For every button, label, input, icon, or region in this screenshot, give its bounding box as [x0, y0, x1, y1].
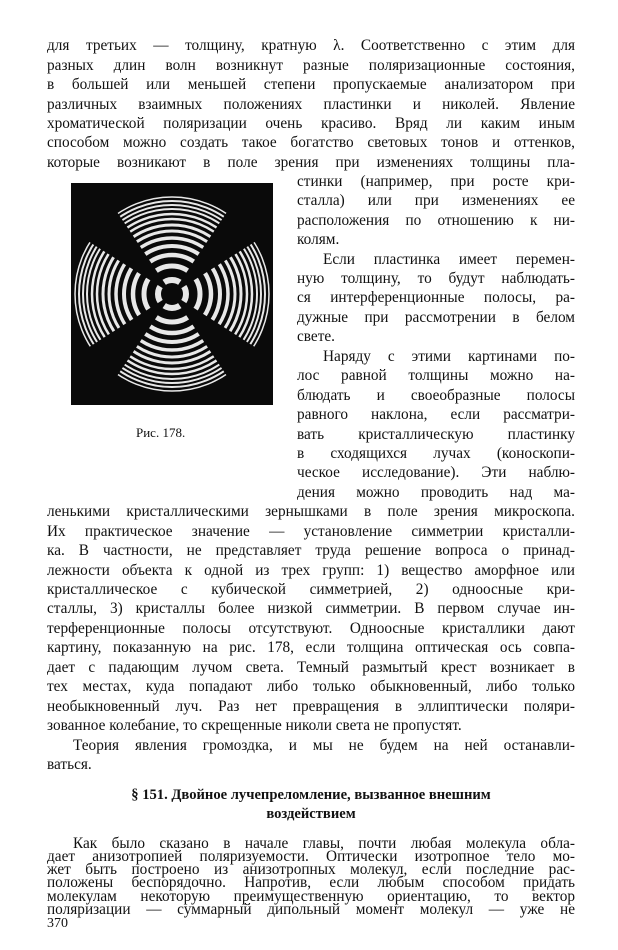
text-line: дужные при рассмотрении в белом	[297, 309, 575, 326]
text-line: дает с падающим лучом света. Темный размытый крест возникает в	[47, 659, 575, 676]
page-number: 370	[47, 915, 68, 931]
text-line: ную толщину, то будут наблюдать-	[297, 270, 575, 287]
text-line: расположения по отношению к ни-	[297, 212, 575, 229]
text-line: картину, показанную на рис. 178, если толщина оптическая ось совпа-	[47, 639, 575, 656]
text-line: различных взаимных положениях пластинки и николей. Явление	[47, 96, 575, 113]
text-line: положены беспорядочно. Напротив, если любым способом придать	[47, 874, 575, 892]
text-line: Наряду с этими картинами по-	[323, 348, 575, 365]
text-line: тех местах, куда попадают либо только обыкновенный, либо только	[47, 678, 575, 695]
text-line: Теория явления громоздка, и мы не будем на ней останавли-	[73, 737, 575, 754]
text-line: блюдать и своеобразные полосы	[297, 387, 575, 404]
text-line: сталлы, 3) кристаллы более низкой симметрии. В первом случае ин-	[47, 600, 575, 617]
text-line: дает анизотропией поляризуемости. Оптически изотропное тело мо-	[47, 848, 575, 866]
text-line: которые возникают в поле зрения при изменениях толщины пла-	[47, 154, 575, 171]
text-line: лос равной толщины можно на-	[297, 367, 575, 384]
text-line: поляризации — суммарный дипольный момент молекул — уже не	[47, 900, 575, 918]
text-line: вать кристаллическую пластинку	[297, 426, 575, 443]
text-line: ваться.	[47, 756, 92, 773]
text-line: ленькими кристаллическими зернышками в поле зрения микроскопа.	[47, 503, 575, 520]
text-line: Как было сказано в начале главы, почти любая молекула обла-	[73, 835, 575, 852]
section-heading-continued: воздействием	[266, 806, 356, 822]
text-line: в большей или меньшей степени пропускаемые анализатором при	[47, 76, 575, 93]
text-line: лежности объекта к одной из трех групп: 1) вещество аморфное или	[47, 562, 575, 579]
section-heading: § 151. Двойное лучепреломление, вызванное внешним	[131, 787, 491, 803]
text-line: ческое исследование). Эти наблю-	[297, 464, 575, 481]
text-line: способом можно создать такое богатство световых тонов и оттенков,	[47, 134, 575, 151]
text-line: дения можно проводить над ма-	[297, 484, 575, 501]
text-line: ка. В частности, не представляет труда решение вопроса о принад-	[47, 542, 575, 559]
text-line: молекулам некоторую преимущественную ориентацию, то вектор	[47, 887, 575, 905]
text-line: зованное колебание, то скрещенные николи света не пропустят.	[47, 717, 462, 734]
text-line: ся интерференционные полосы, ра-	[297, 289, 575, 306]
text-line: необыкновенный луч. Раз нет превращения в эллиптически поляри-	[47, 698, 575, 715]
text-line: для третьих — толщину, кратную λ. Соответственно с этим для	[47, 37, 575, 54]
text-line: терференционные полосы отсутствуют. Одноосные кристаллики дают	[47, 620, 575, 637]
text-line: кристаллическое с кубической симметрией, 2) одноосные кри-	[47, 581, 575, 598]
text-line: сталла) или при изменениях ее	[297, 192, 575, 209]
text-line: хроматической поляризации очень красиво. Вряд ли каким иным	[47, 115, 575, 132]
interference-cross-image	[71, 183, 273, 405]
text-line: равного наклона, если рассматри-	[297, 406, 575, 423]
text-line: стинки (например, при росте кри-	[297, 173, 575, 190]
text-line: свете.	[297, 328, 336, 345]
text-line: Их практическое значение — установление симметрии кристалли-	[47, 523, 575, 540]
text-line: Если пластинка имеет перемен-	[323, 251, 575, 268]
text-line: разных длин волн возникнут разные поляризационные состояния,	[47, 57, 575, 74]
text-line: в сходящихся лучах (коноскопи-	[297, 445, 575, 462]
text-line: жет быть построено из анизотропных молекул, если последние рас-	[47, 861, 575, 879]
text-line: колям.	[297, 231, 340, 248]
figure-caption: Рис. 178.	[136, 425, 186, 440]
figure-conoscopic-pattern	[71, 183, 273, 405]
